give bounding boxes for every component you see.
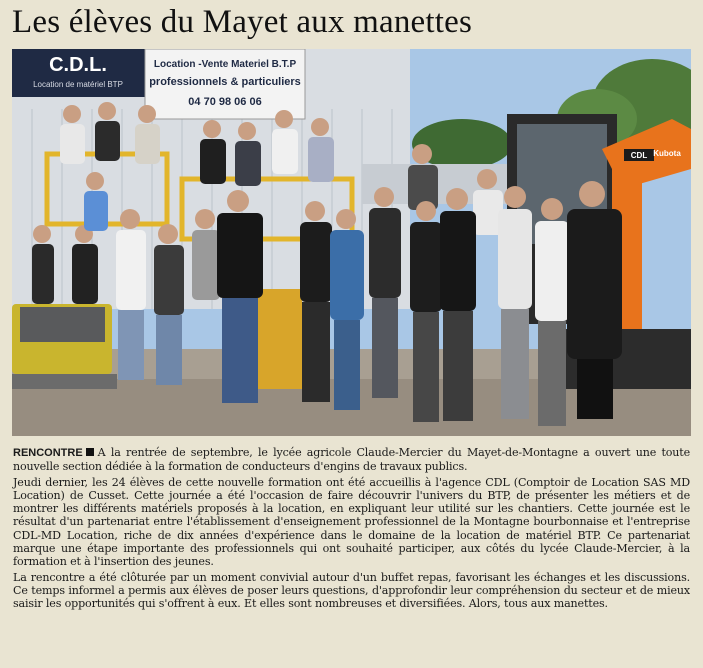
sign-line1: Location -Vente Materiel B.T.P: [153, 59, 297, 70]
article-paragraph: [13, 446, 690, 473]
sign-line2: professionnels & particuliers: [149, 76, 301, 88]
article-body: [13, 446, 690, 613]
sign-brand-sub: Location de matériel BTP: [33, 80, 123, 89]
article-paragraph: La rencontre a été clôturée par un moment convivial autour d'un buffet repas, favorisant les échanges et les discussions. Ce temps informel a permis aux élèves de poser leurs questions, d'approfondir leur compréhension du secteur et de mieux saisir les opportunités qui s'offrent à eux. Et elles sont nombreuses et diversifiées. Alors, tous aux manettes.: [13, 570, 690, 611]
sign-phone: 04 70 98 06 06: [188, 96, 262, 108]
machine-label: CDL: [630, 151, 648, 160]
sign-brand: C.D.L.: [49, 54, 107, 76]
machine-brand: Kubota: [653, 149, 681, 158]
article-photo: [12, 49, 691, 436]
compactor-machine: [12, 304, 117, 389]
paragraph-text: A la rentrée de septembre, le lycée agricole Claude-Mercier du Mayet-de-Montagne a ouvert une toute nouvelle section dédiée à la formation de conducteurs d'engins de travaux publics.: [13, 446, 690, 474]
section-square-icon: [86, 448, 94, 456]
article-headline: Les élèves du Mayet aux manettes: [12, 4, 472, 40]
article-kicker: RENCONTRE: [13, 447, 83, 459]
article-paragraph: Jeudi dernier, les 24 élèves de cette nouvelle formation ont été accueillis à l'agence CDL (Comptoir de Location SAS MD Location) de Cusset. Cette journée a été l'occasion de faire découvrir l'univers du BTP, de présenter les métiers et de montrer les différents matériels proposés à la location, en expliquant leur utilité sur les chantiers. Cette journée est le résultat d'un partenariat entre l'établissement d'enseignement professionnel de la Montagne bourbonnaise et l'entreprise CDL-MD Location, riche de dix années d'expérience dans le domaine de la location de matériel BTP. Ce partenariat marque une étape importante des professionnels qui ont souhaité participer, aux côtés du lycée Claude-Mercier, à la formation et à l'insertion des jeunes.: [13, 476, 690, 568]
